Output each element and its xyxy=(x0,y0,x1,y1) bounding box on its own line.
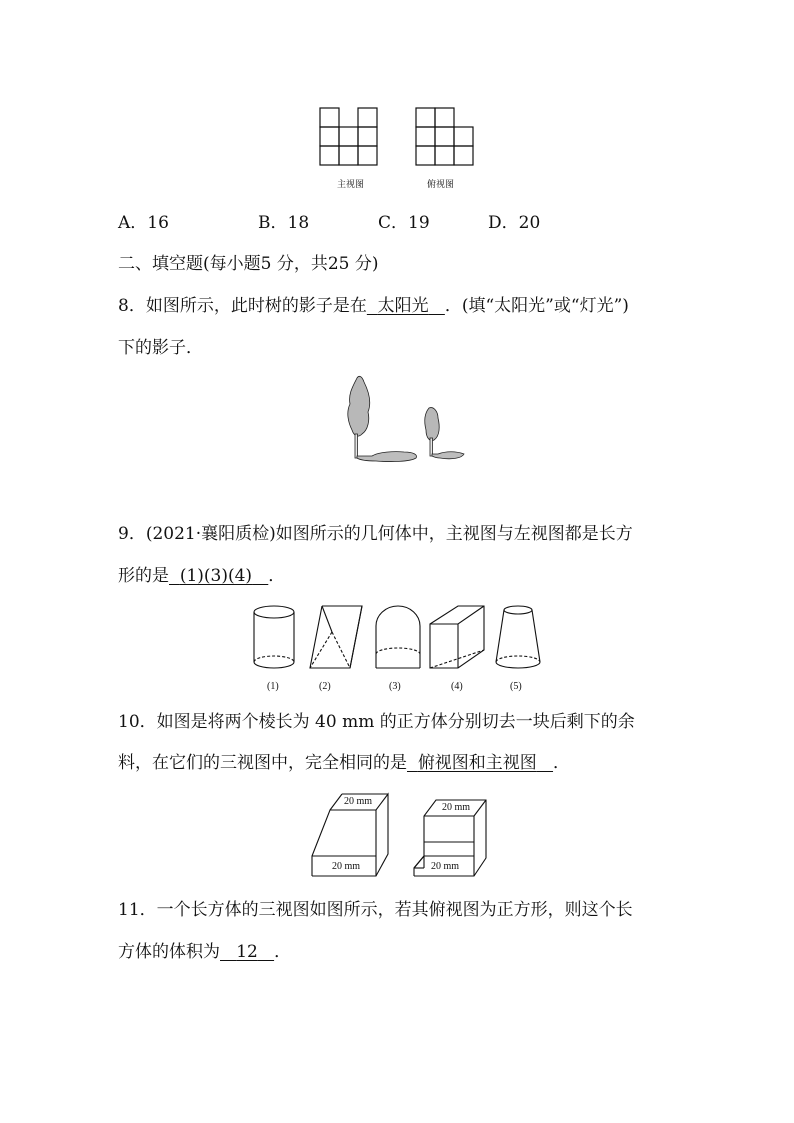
q8-line1: 8．如图所示，此时树的影子是在 太阳光 ．(填“太阳光”或“灯光”) xyxy=(118,296,629,316)
q9-answer: (1)(3)(4) xyxy=(179,566,253,586)
q9-line2: 形的是 (1)(3)(4) ． xyxy=(118,566,286,586)
option-b: B．18 xyxy=(258,213,310,233)
top-view-caption: 俯视图 xyxy=(427,180,455,190)
tree-shadow-figure xyxy=(344,372,468,464)
dim-label: 20 mm xyxy=(442,802,471,813)
solid-label-4: (4) xyxy=(451,681,463,692)
q10-answer: 俯视图和主视图 xyxy=(417,753,537,773)
solid-label-5: (5) xyxy=(510,681,522,692)
q8-line2: 下的影子． xyxy=(118,338,203,358)
q11-line2: 方体的体积为 12 ． xyxy=(118,942,292,962)
q10-line1: 10．如图是将两个棱长为 40 mm 的正方体分别切去一块后剩下的余 xyxy=(118,712,635,732)
q7-views-figure xyxy=(318,106,480,168)
front-view-caption: 主视图 xyxy=(337,180,365,190)
solid-label-2: (2) xyxy=(319,681,331,692)
solid-label-3: (3) xyxy=(389,681,401,692)
q11-answer: 12 xyxy=(236,942,258,962)
solids-figure xyxy=(246,602,558,674)
option-a: A．16 xyxy=(118,213,169,233)
option-d: D．20 xyxy=(488,213,541,233)
dim-label: 20 mm xyxy=(332,861,361,872)
dim-label: 20 mm xyxy=(344,796,373,807)
q8-answer: 太阳光 xyxy=(377,296,429,316)
section-title: 二、填空题(每小题5 分，共25 分) xyxy=(118,254,379,274)
q9-line1: 9．(2021·襄阳质检)如图所示的几何体中，主视图与左视图都是长方 xyxy=(118,524,633,544)
q11-line1: 11．一个长方体的三视图如图所示，若其俯视图为正方形，则这个长 xyxy=(118,900,633,920)
dim-label: 20 mm xyxy=(431,861,460,872)
solid-label-1: (1) xyxy=(267,681,279,692)
option-c: C．19 xyxy=(378,213,430,233)
q10-line2: 料，在它们的三视图中，完全相同的是 俯视图和主视图 ． xyxy=(118,753,571,773)
